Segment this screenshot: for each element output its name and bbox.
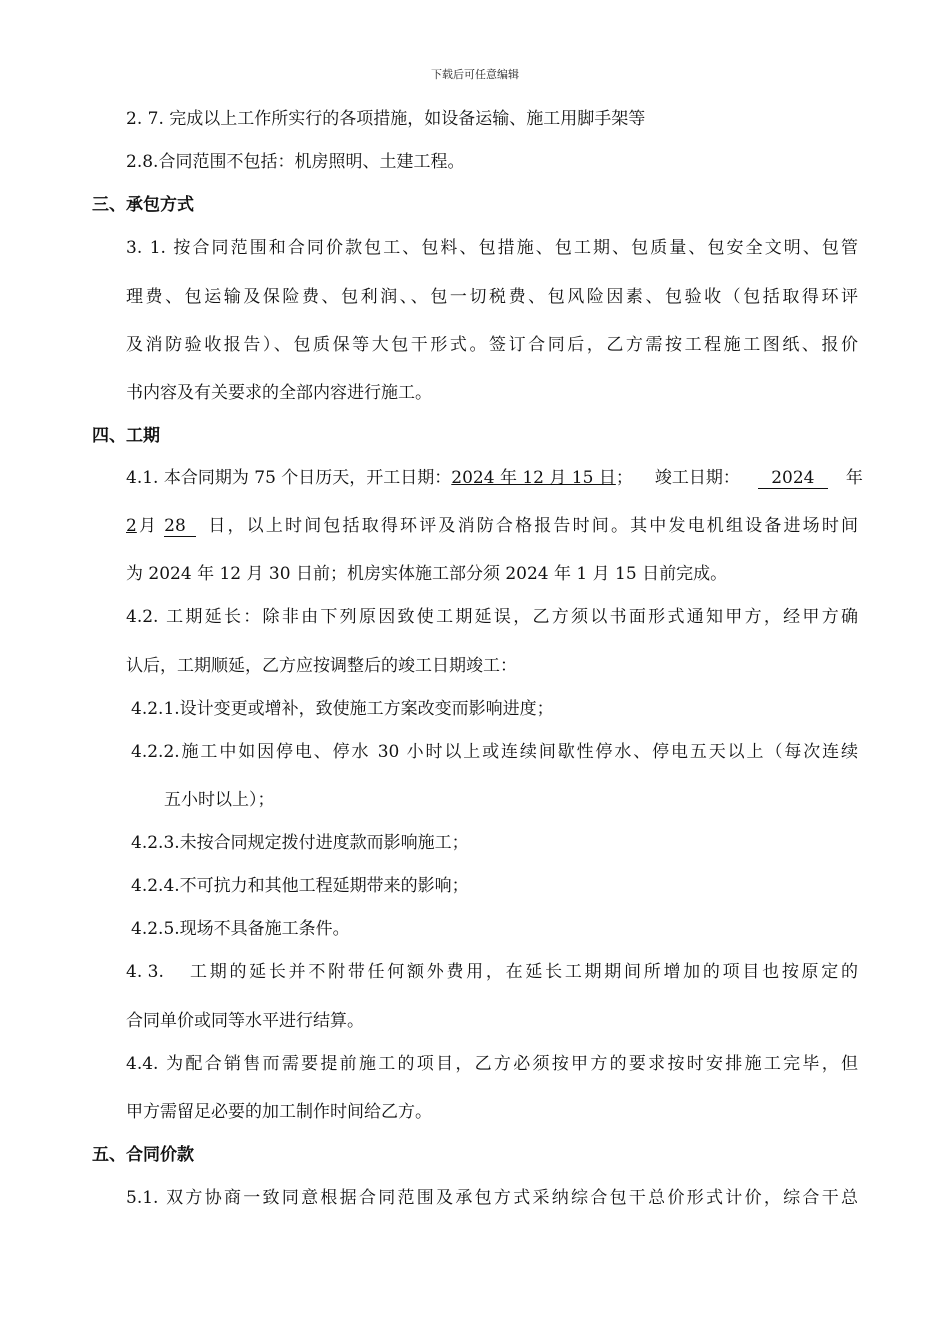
clause-4-2-5: 4.2.5.现场不具备施工条件。 bbox=[131, 919, 350, 939]
clause-4-1-rest: 日，以上时间包括取得环评及消防合格报告时间。其中发电机组设备进场时间 bbox=[206, 516, 858, 536]
clause-4-1-line-3: 为 2024 年 12 月 30 日前；机房实体施工部分须 2024 年 1 月 15 日前完成。 bbox=[126, 564, 728, 584]
clause-4-2-2-line-1: 4.2.2.施工中如因停电、停水 30 小时以上或连续间歇性停水、停电五天以上（每次连续 bbox=[131, 742, 858, 762]
clause-4-2-2-line-2: 五小时以上）； bbox=[164, 790, 275, 810]
end-month: 2 bbox=[126, 516, 137, 536]
clause-5-1-line-1: 5.1. 双方协商一致同意根据合同范围及承包方式采纳综合包干总价形式计价，综合干总 bbox=[126, 1188, 858, 1208]
month-char: 月 bbox=[136, 516, 159, 536]
clause-4-2-1: 4.2.1.设计变更或增补，致使施工方案改变而影响进度； bbox=[131, 699, 554, 719]
section-4-heading: 四、工期 bbox=[92, 426, 160, 446]
clause-4-3-line-1: 工期的延长并不附带任何额外费用，在延长工期期间所增加的项目也按原定的 bbox=[190, 962, 858, 982]
year-char: 年 bbox=[845, 468, 863, 488]
clause-4-1-line-2 bbox=[126, 514, 858, 538]
clause-4-2-3: 4.2.3.未按合同规定拨付进度款而影响施工； bbox=[131, 833, 469, 853]
end-day: 28 bbox=[164, 516, 196, 537]
clause-4-2-line-1: 4.2. 工期延长：除非由下列原因致使工期延误，乙方须以书面形式通知甲方，经甲方确 bbox=[126, 607, 858, 627]
clause-2-7: 2. 7. 完成以上工作所实行的各项措施，如设备运输、施工用脚手架等 bbox=[126, 109, 646, 129]
page-header: 下载后可任意编辑 bbox=[431, 68, 519, 81]
clause-4-1-line-1 bbox=[126, 466, 863, 490]
start-date: 2024 年 12 月 15 日 bbox=[451, 468, 616, 488]
clause-4-2-line-2: 认后，工期顺延，乙方应按调整后的竣工日期竣工： bbox=[126, 656, 517, 676]
clause-2-8: 2.8.合同范围不包括：机房照明、土建工程。 bbox=[126, 152, 465, 172]
clause-4-4-line-2: 甲方需留足必要的加工制作时间给乙方。 bbox=[126, 1102, 432, 1122]
semicolon: ； bbox=[615, 468, 633, 488]
section-3-heading: 三、承包方式 bbox=[92, 195, 194, 215]
clause-3-1-line-2: 理费、包运输及保险费、包利润、、包一切税费、包风险因素、包验收（包括取得环评 bbox=[126, 287, 858, 307]
end-date-label: 竣工日期： bbox=[654, 468, 740, 488]
clause-4-2-4: 4.2.4.不可抗力和其他工程延期带来的影响； bbox=[131, 876, 469, 896]
clause-3-1-line-1: 3. 1. 按合同范围和合同价款包工、包料、包措施、包工期、包质量、包安全文明、包管 bbox=[126, 238, 858, 258]
section-5-heading: 五、合同价款 bbox=[92, 1145, 194, 1165]
clause-4-3-line-2: 合同单价或同等水平进行结算。 bbox=[126, 1011, 364, 1031]
clause-3-1-line-3: 及消防验收报告）、包质保等大包干形式。签订合同后，乙方需按工程施工图纸、报价 bbox=[126, 335, 858, 355]
clause-3-1-line-4: 书内容及有关要求的全部内容进行施工。 bbox=[126, 383, 432, 403]
clause-4-4-line-1: 4.4. 为配合销售而需要提前施工的项目，乙方必须按甲方的要求按时安排施工完毕，但 bbox=[126, 1054, 858, 1074]
end-year: 2024 bbox=[758, 468, 828, 489]
clause-4-3-number: 4. 3. bbox=[126, 962, 164, 982]
clause-4-1-prefix: 4.1. 本合同期为 75 个日历天，开工日期： bbox=[126, 468, 452, 488]
